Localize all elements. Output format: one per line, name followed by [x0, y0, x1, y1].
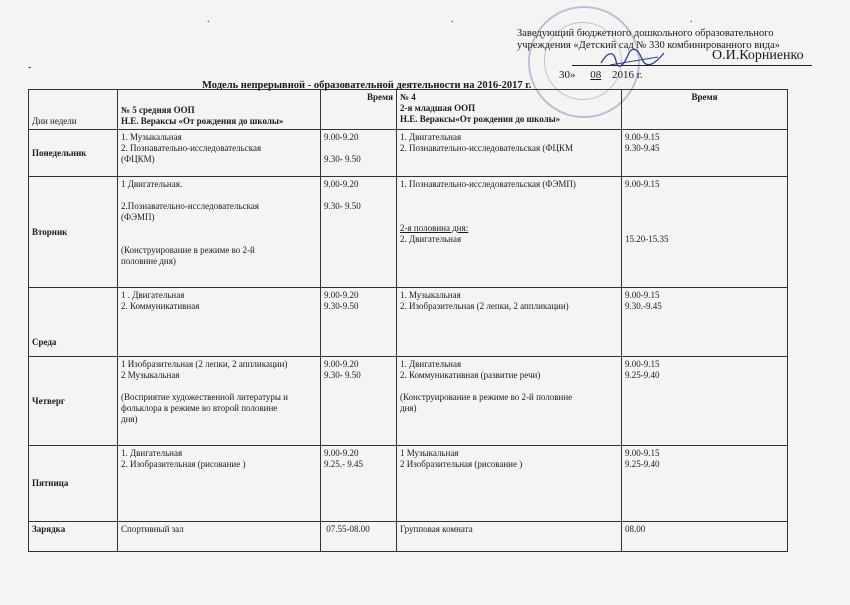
table-row [29, 288, 788, 357]
header-row [29, 90, 788, 130]
group2-cell: 1. Музыкальная 2. Изобразительная (2 лепки, 2 аппликации) [397, 288, 622, 357]
group2-cell: 1. Познавательно-исследовательская (ФЭМП) 2-я половина дня: 2. Двигательная [397, 177, 622, 288]
group1-cell: 1 . Двигательная 2. Коммуникативная [118, 288, 321, 357]
date-year: 2016 г. [612, 69, 643, 81]
table-row [29, 446, 788, 522]
day-cell: Четверг [29, 357, 118, 446]
group1-cell: 1. Музыкальная 2. Познавательно-исследовательская (ФЦКМ) [118, 130, 321, 177]
day-cell: Зарядка [29, 522, 118, 552]
group2-cell: Групповая комната [397, 522, 622, 552]
approval-line-2: учреждения «Детский сад № 330 комбинированного вида» [517, 40, 781, 51]
table-row [29, 357, 788, 446]
table-row [29, 130, 788, 177]
director-name: О.И.Корниенко [712, 48, 804, 63]
day-cell: Среда [29, 288, 118, 357]
group2-cell: 1 Музыкальная 2 Изобразительная (рисование ) [397, 446, 622, 522]
stray-dot: . [451, 14, 454, 25]
time1-cell: 9.00-9.20 9.25.- 9.45 [321, 446, 397, 522]
stray-dot: . [690, 14, 693, 25]
time2-cell: 9.00-9.15 9.30.-9.45 [622, 288, 788, 357]
time2-cell: 08.00 [622, 522, 788, 552]
day-cell: Вторник [29, 177, 118, 288]
header-days: Дни недели [29, 90, 118, 130]
stray-dash: - [28, 62, 32, 73]
document-title: Модель непрерывной - образовательной деятельности на 2016-2017 г. [202, 80, 532, 91]
time1-cell: 9.00-9.20 9.30- 9.50 [321, 130, 397, 177]
date-day: 30» [559, 69, 576, 81]
day-cell: Пятница [29, 446, 118, 522]
time2-cell: 9.00-9.15 9.25-9.40 [622, 446, 788, 522]
group1-cell: 1. Двигательная 2. Изобразительная (рисование ) [118, 446, 321, 522]
group1-cell: Спортивный зал [118, 522, 321, 552]
header-group2: № 4 2-я младшая ООП Н.Е. Вераксы«От рождения до школы» [397, 90, 622, 130]
table-row [29, 177, 788, 288]
header-group1: № 5 средняя ООП Н.Е. Вераксы «От рождения до школы» [118, 90, 321, 130]
time1-cell: 07.55-08.00 [321, 522, 397, 552]
time2-cell: 9.00-9.15 9.25-9.40 [622, 357, 788, 446]
schedule-table [28, 89, 788, 552]
time2-cell: 9.00-9.15 15.20-15.35 [622, 177, 788, 288]
approval-date [517, 69, 643, 81]
table-row [29, 522, 788, 552]
time1-cell: 9.00-9.20 9.30- 9.50 [321, 357, 397, 446]
time1-cell: 9.00-9.20 9.30-9.50 [321, 288, 397, 357]
time1-cell: 9.00-9.20 9.30- 9.50 [321, 177, 397, 288]
handwritten-signature [598, 47, 668, 69]
group1-cell: 1 Изобразительная (2 лепки, 2 аппликации) 2 Музыкальная (Восприятие художественной литературы и фольклора в режиме во второй половине дня) [118, 357, 321, 446]
approval-line-1: Заведующий бюджетного дошкольного образовательного [517, 28, 774, 39]
stray-dot: . [207, 14, 210, 25]
group2-cell: 1. Двигательная 2. Познавательно-исследовательская (ФЦКМ [397, 130, 622, 177]
day-cell: Понедельник [29, 130, 118, 177]
header-time2: Время [622, 90, 788, 130]
header-time1: Время [321, 90, 397, 130]
group2-cell: 1. Двигательная 2. Коммуникативная (развитие речи) (Конструирование в режиме во 2-й половине дня) [397, 357, 622, 446]
group1-cell: 1 Двигательная. 2.Познавательно-исследовательская (ФЭМП) (Конструирование в режиме во 2-й половине дня) [118, 177, 321, 288]
time2-cell: 9.00-9.15 9.30-9.45 [622, 130, 788, 177]
date-month: 08 [590, 69, 602, 81]
